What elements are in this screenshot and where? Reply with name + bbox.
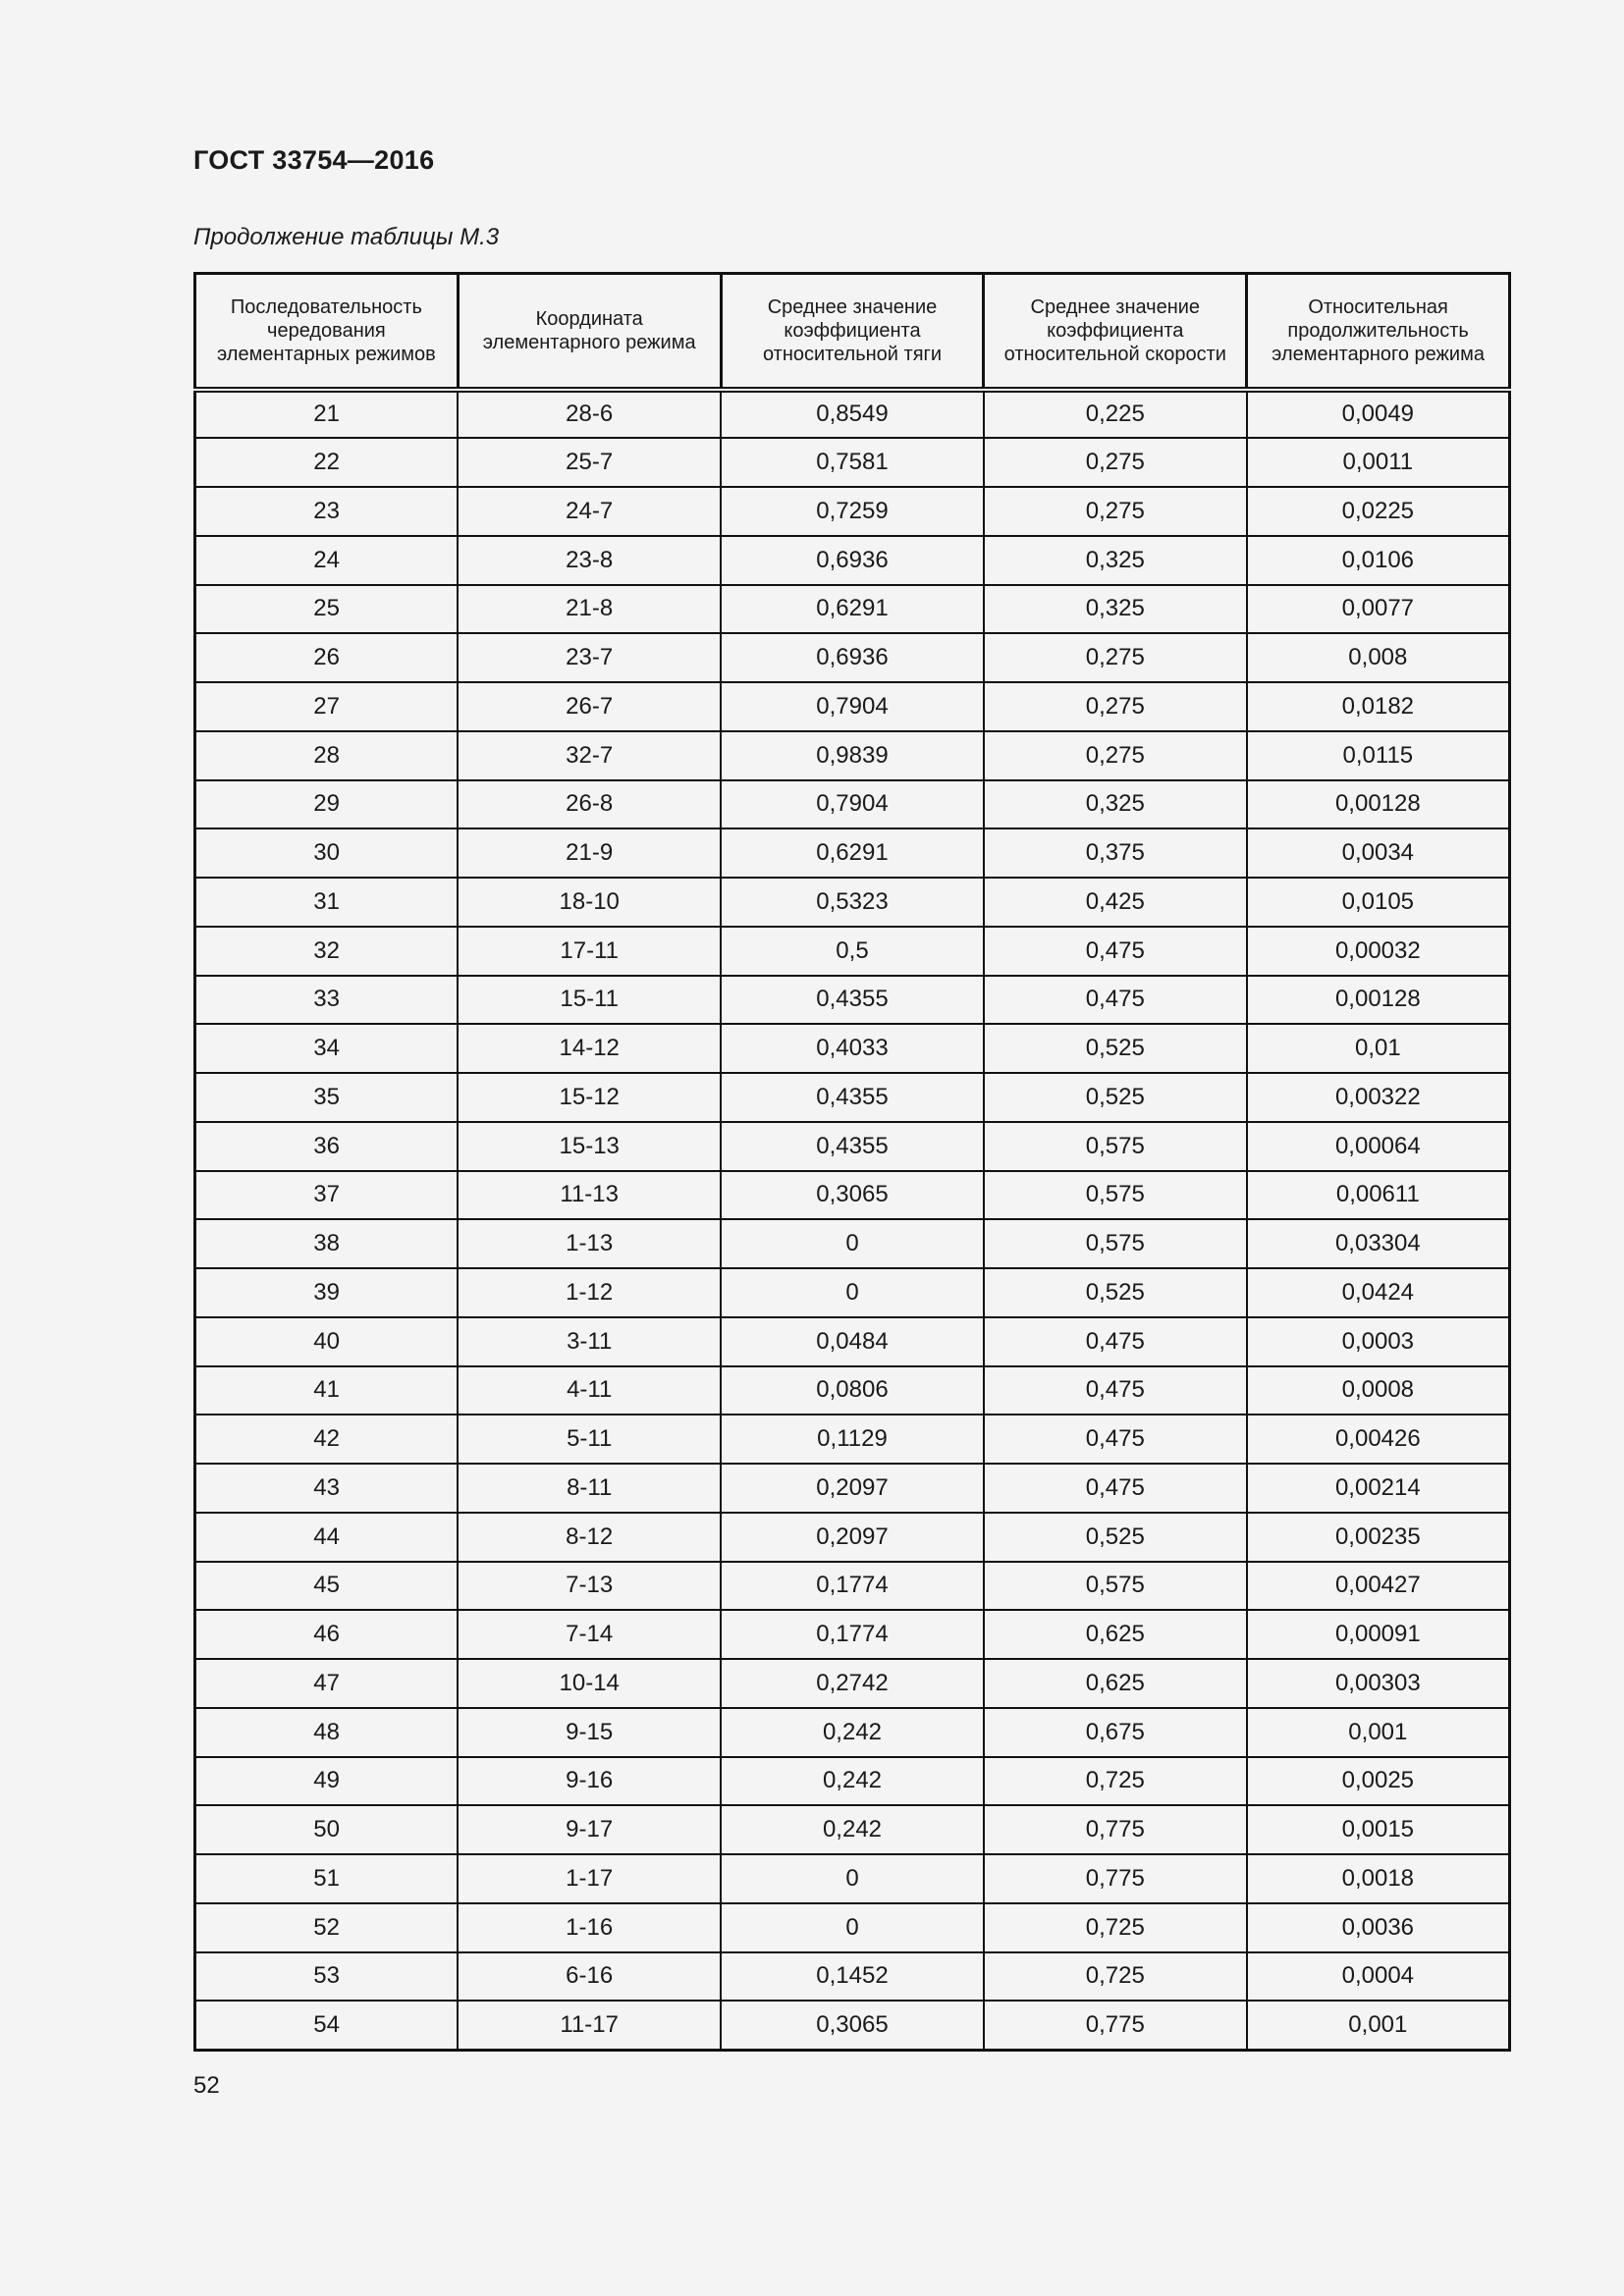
cell-sequence: 30 [195, 828, 459, 878]
table-body [195, 390, 1510, 2051]
cell-speed-coefficient: 0,475 [984, 1415, 1247, 1464]
cell-coordinate: 7-14 [458, 1610, 721, 1659]
table-row [195, 1219, 1510, 1268]
cell-coordinate: 28-6 [458, 390, 721, 439]
cell-duration: 0,00128 [1247, 976, 1510, 1025]
cell-duration: 0,0036 [1247, 1903, 1510, 1952]
table-row [195, 1952, 1510, 2002]
cell-coordinate: 14-12 [458, 1024, 721, 1073]
cell-duration: 0,00091 [1247, 1610, 1510, 1659]
cell-speed-coefficient: 0,775 [984, 2001, 1247, 2050]
cell-sequence: 41 [195, 1366, 459, 1415]
cell-speed-coefficient: 0,725 [984, 1757, 1247, 1806]
cell-coordinate: 11-17 [458, 2001, 721, 2050]
cell-coordinate: 24-7 [458, 487, 721, 536]
table-row [195, 1122, 1510, 1171]
table-row [195, 1073, 1510, 1122]
cell-sequence: 28 [195, 731, 459, 780]
cell-duration: 0,00611 [1247, 1171, 1510, 1220]
column-header-thrust-coefficient: Среднее значение коэффициента относительной тяги [721, 274, 984, 390]
cell-coordinate: 1-17 [458, 1854, 721, 1903]
cell-duration: 0,03304 [1247, 1219, 1510, 1268]
cell-thrust-coefficient: 0,0484 [721, 1317, 984, 1366]
cell-coordinate: 9-16 [458, 1757, 721, 1806]
table-row [195, 1610, 1510, 1659]
cell-sequence: 37 [195, 1171, 459, 1220]
cell-coordinate: 23-7 [458, 633, 721, 682]
cell-thrust-coefficient: 0,6936 [721, 536, 984, 585]
table-row [195, 536, 1510, 585]
cell-thrust-coefficient: 0,7581 [721, 438, 984, 487]
cell-coordinate: 18-10 [458, 878, 721, 927]
cell-speed-coefficient: 0,625 [984, 1659, 1247, 1708]
cell-duration: 0,001 [1247, 1708, 1510, 1757]
cell-coordinate: 21-9 [458, 828, 721, 878]
cell-speed-coefficient: 0,325 [984, 536, 1247, 585]
cell-sequence: 36 [195, 1122, 459, 1171]
cell-speed-coefficient: 0,275 [984, 682, 1247, 731]
cell-coordinate: 4-11 [458, 1366, 721, 1415]
cell-thrust-coefficient: 0,8549 [721, 390, 984, 439]
cell-sequence: 31 [195, 878, 459, 927]
table-row [195, 1268, 1510, 1317]
table-caption: Продолжение таблицы М.3 [193, 224, 500, 250]
cell-duration: 0,0115 [1247, 731, 1510, 780]
data-table [193, 272, 1511, 2052]
cell-thrust-coefficient: 0,0806 [721, 1366, 984, 1415]
table-row [195, 1171, 1510, 1220]
cell-duration: 0,00322 [1247, 1073, 1510, 1122]
table-row [195, 1903, 1510, 1952]
cell-duration: 0,0225 [1247, 487, 1510, 536]
cell-speed-coefficient: 0,225 [984, 390, 1247, 439]
cell-sequence: 21 [195, 390, 459, 439]
cell-sequence: 46 [195, 1610, 459, 1659]
cell-sequence: 25 [195, 585, 459, 634]
cell-thrust-coefficient: 0,9839 [721, 731, 984, 780]
table-row [195, 1317, 1510, 1366]
cell-thrust-coefficient: 0,2097 [721, 1513, 984, 1562]
cell-thrust-coefficient: 0,1129 [721, 1415, 984, 1464]
cell-duration: 0,0424 [1247, 1268, 1510, 1317]
column-header-duration: Относительная продолжительность элементарного режима [1247, 274, 1510, 390]
table-row [195, 878, 1510, 927]
cell-coordinate: 15-12 [458, 1073, 721, 1122]
table-row [195, 633, 1510, 682]
cell-thrust-coefficient: 0,4033 [721, 1024, 984, 1073]
cell-duration: 0,00128 [1247, 780, 1510, 829]
cell-duration: 0,00426 [1247, 1415, 1510, 1464]
cell-thrust-coefficient: 0,3065 [721, 2001, 984, 2050]
table-row [195, 682, 1510, 731]
cell-sequence: 35 [195, 1073, 459, 1122]
cell-thrust-coefficient: 0,242 [721, 1757, 984, 1806]
cell-duration: 0,0004 [1247, 1952, 1510, 2002]
cell-sequence: 54 [195, 2001, 459, 2050]
cell-speed-coefficient: 0,525 [984, 1024, 1247, 1073]
cell-coordinate: 8-11 [458, 1464, 721, 1513]
cell-sequence: 53 [195, 1952, 459, 2002]
cell-duration: 0,00427 [1247, 1562, 1510, 1611]
table-row [195, 1562, 1510, 1611]
cell-coordinate: 6-16 [458, 1952, 721, 2002]
cell-duration: 0,00064 [1247, 1122, 1510, 1171]
cell-duration: 0,0049 [1247, 390, 1510, 439]
cell-speed-coefficient: 0,525 [984, 1268, 1247, 1317]
cell-coordinate: 21-8 [458, 585, 721, 634]
cell-coordinate: 26-7 [458, 682, 721, 731]
cell-sequence: 24 [195, 536, 459, 585]
column-header-sequence: Последовательность чередования элементарных режимов [195, 274, 459, 390]
cell-duration: 0,0105 [1247, 878, 1510, 927]
cell-coordinate: 25-7 [458, 438, 721, 487]
cell-speed-coefficient: 0,475 [984, 1366, 1247, 1415]
cell-thrust-coefficient: 0,1774 [721, 1610, 984, 1659]
cell-thrust-coefficient: 0,3065 [721, 1171, 984, 1220]
cell-coordinate: 7-13 [458, 1562, 721, 1611]
cell-speed-coefficient: 0,325 [984, 780, 1247, 829]
cell-speed-coefficient: 0,675 [984, 1708, 1247, 1757]
cell-thrust-coefficient: 0,5323 [721, 878, 984, 927]
cell-speed-coefficient: 0,325 [984, 585, 1247, 634]
cell-sequence: 29 [195, 780, 459, 829]
table-row [195, 1659, 1510, 1708]
cell-thrust-coefficient: 0 [721, 1903, 984, 1952]
cell-coordinate: 26-8 [458, 780, 721, 829]
cell-duration: 0,0025 [1247, 1757, 1510, 1806]
table-row [195, 828, 1510, 878]
cell-duration: 0,0182 [1247, 682, 1510, 731]
cell-duration: 0,00303 [1247, 1659, 1510, 1708]
cell-coordinate: 15-11 [458, 976, 721, 1025]
cell-coordinate: 15-13 [458, 1122, 721, 1171]
cell-thrust-coefficient: 0,242 [721, 1708, 984, 1757]
cell-thrust-coefficient: 0,5 [721, 927, 984, 976]
cell-sequence: 22 [195, 438, 459, 487]
table-row [195, 1464, 1510, 1513]
cell-thrust-coefficient: 0,6291 [721, 585, 984, 634]
cell-speed-coefficient: 0,775 [984, 1854, 1247, 1903]
cell-sequence: 52 [195, 1903, 459, 1952]
table-row [195, 927, 1510, 976]
table-row [195, 1415, 1510, 1464]
cell-thrust-coefficient: 0,7904 [721, 780, 984, 829]
cell-thrust-coefficient: 0,1452 [721, 1952, 984, 2002]
table-row [195, 1854, 1510, 1903]
column-header-coordinate: Координата элементарного режима [458, 274, 721, 390]
cell-speed-coefficient: 0,275 [984, 731, 1247, 780]
cell-duration: 0,0015 [1247, 1805, 1510, 1854]
cell-speed-coefficient: 0,275 [984, 438, 1247, 487]
cell-thrust-coefficient: 0,7904 [721, 682, 984, 731]
cell-speed-coefficient: 0,525 [984, 1513, 1247, 1562]
cell-speed-coefficient: 0,475 [984, 1464, 1247, 1513]
cell-sequence: 44 [195, 1513, 459, 1562]
cell-speed-coefficient: 0,275 [984, 633, 1247, 682]
cell-coordinate: 9-17 [458, 1805, 721, 1854]
cell-coordinate: 23-8 [458, 536, 721, 585]
cell-thrust-coefficient: 0,2097 [721, 1464, 984, 1513]
cell-speed-coefficient: 0,375 [984, 828, 1247, 878]
cell-speed-coefficient: 0,575 [984, 1562, 1247, 1611]
cell-coordinate: 17-11 [458, 927, 721, 976]
cell-sequence: 33 [195, 976, 459, 1025]
cell-thrust-coefficient: 0,7259 [721, 487, 984, 536]
cell-thrust-coefficient: 0,242 [721, 1805, 984, 1854]
table-row [195, 585, 1510, 634]
cell-speed-coefficient: 0,525 [984, 1073, 1247, 1122]
cell-sequence: 38 [195, 1219, 459, 1268]
header-row [195, 274, 1510, 390]
cell-duration: 0,0106 [1247, 536, 1510, 585]
cell-duration: 0,0018 [1247, 1854, 1510, 1903]
table-row [195, 390, 1510, 439]
cell-duration: 0,01 [1247, 1024, 1510, 1073]
cell-thrust-coefficient: 0,6291 [721, 828, 984, 878]
table-row [195, 2001, 1510, 2050]
cell-coordinate: 8-12 [458, 1513, 721, 1562]
cell-sequence: 32 [195, 927, 459, 976]
cell-coordinate: 32-7 [458, 731, 721, 780]
cell-duration: 0,0008 [1247, 1366, 1510, 1415]
cell-duration: 0,0034 [1247, 828, 1510, 878]
table-row [195, 731, 1510, 780]
cell-duration: 0,00214 [1247, 1464, 1510, 1513]
cell-thrust-coefficient: 0,2742 [721, 1659, 984, 1708]
column-header-speed-coefficient: Среднее значение коэффициента относительной скорости [984, 274, 1247, 390]
cell-sequence: 26 [195, 633, 459, 682]
cell-duration: 0,001 [1247, 2001, 1510, 2050]
cell-speed-coefficient: 0,575 [984, 1219, 1247, 1268]
cell-duration: 0,0003 [1247, 1317, 1510, 1366]
table-row [195, 438, 1510, 487]
cell-sequence: 23 [195, 487, 459, 536]
table-row [195, 1757, 1510, 1806]
cell-sequence: 34 [195, 1024, 459, 1073]
cell-thrust-coefficient: 0 [721, 1268, 984, 1317]
cell-thrust-coefficient: 0 [721, 1219, 984, 1268]
cell-speed-coefficient: 0,725 [984, 1903, 1247, 1952]
table-row [195, 1366, 1510, 1415]
cell-thrust-coefficient: 0,4355 [721, 1122, 984, 1171]
cell-speed-coefficient: 0,575 [984, 1122, 1247, 1171]
table-row [195, 1708, 1510, 1757]
cell-sequence: 40 [195, 1317, 459, 1366]
cell-speed-coefficient: 0,775 [984, 1805, 1247, 1854]
cell-speed-coefficient: 0,275 [984, 487, 1247, 536]
cell-sequence: 27 [195, 682, 459, 731]
cell-thrust-coefficient: 0,4355 [721, 1073, 984, 1122]
cell-coordinate: 1-16 [458, 1903, 721, 1952]
cell-duration: 0,0077 [1247, 585, 1510, 634]
table-row [195, 976, 1510, 1025]
cell-sequence: 51 [195, 1854, 459, 1903]
cell-thrust-coefficient: 0,6936 [721, 633, 984, 682]
cell-coordinate: 11-13 [458, 1171, 721, 1220]
cell-thrust-coefficient: 0,4355 [721, 976, 984, 1025]
cell-speed-coefficient: 0,725 [984, 1952, 1247, 2002]
cell-sequence: 45 [195, 1562, 459, 1611]
cell-speed-coefficient: 0,475 [984, 927, 1247, 976]
cell-duration: 0,008 [1247, 633, 1510, 682]
cell-sequence: 49 [195, 1757, 459, 1806]
cell-speed-coefficient: 0,575 [984, 1171, 1247, 1220]
cell-coordinate: 3-11 [458, 1317, 721, 1366]
table-row [195, 1805, 1510, 1854]
cell-sequence: 47 [195, 1659, 459, 1708]
cell-sequence: 39 [195, 1268, 459, 1317]
cell-speed-coefficient: 0,625 [984, 1610, 1247, 1659]
cell-thrust-coefficient: 0 [721, 1854, 984, 1903]
cell-thrust-coefficient: 0,1774 [721, 1562, 984, 1611]
cell-sequence: 43 [195, 1464, 459, 1513]
cell-speed-coefficient: 0,475 [984, 976, 1247, 1025]
table-row [195, 780, 1510, 829]
cell-sequence: 42 [195, 1415, 459, 1464]
cell-duration: 0,0011 [1247, 438, 1510, 487]
cell-sequence: 48 [195, 1708, 459, 1757]
cell-speed-coefficient: 0,475 [984, 1317, 1247, 1366]
page-number: 52 [193, 2072, 220, 2099]
table-row [195, 1513, 1510, 1562]
cell-coordinate: 5-11 [458, 1415, 721, 1464]
cell-coordinate: 10-14 [458, 1659, 721, 1708]
cell-coordinate: 9-15 [458, 1708, 721, 1757]
table-header [195, 274, 1510, 390]
table-row [195, 487, 1510, 536]
cell-duration: 0,00235 [1247, 1513, 1510, 1562]
cell-sequence: 50 [195, 1805, 459, 1854]
cell-speed-coefficient: 0,425 [984, 878, 1247, 927]
document-header: ГОСТ 33754—2016 [193, 145, 435, 175]
cell-duration: 0,00032 [1247, 927, 1510, 976]
cell-coordinate: 1-12 [458, 1268, 721, 1317]
cell-coordinate: 1-13 [458, 1219, 721, 1268]
table-row [195, 1024, 1510, 1073]
